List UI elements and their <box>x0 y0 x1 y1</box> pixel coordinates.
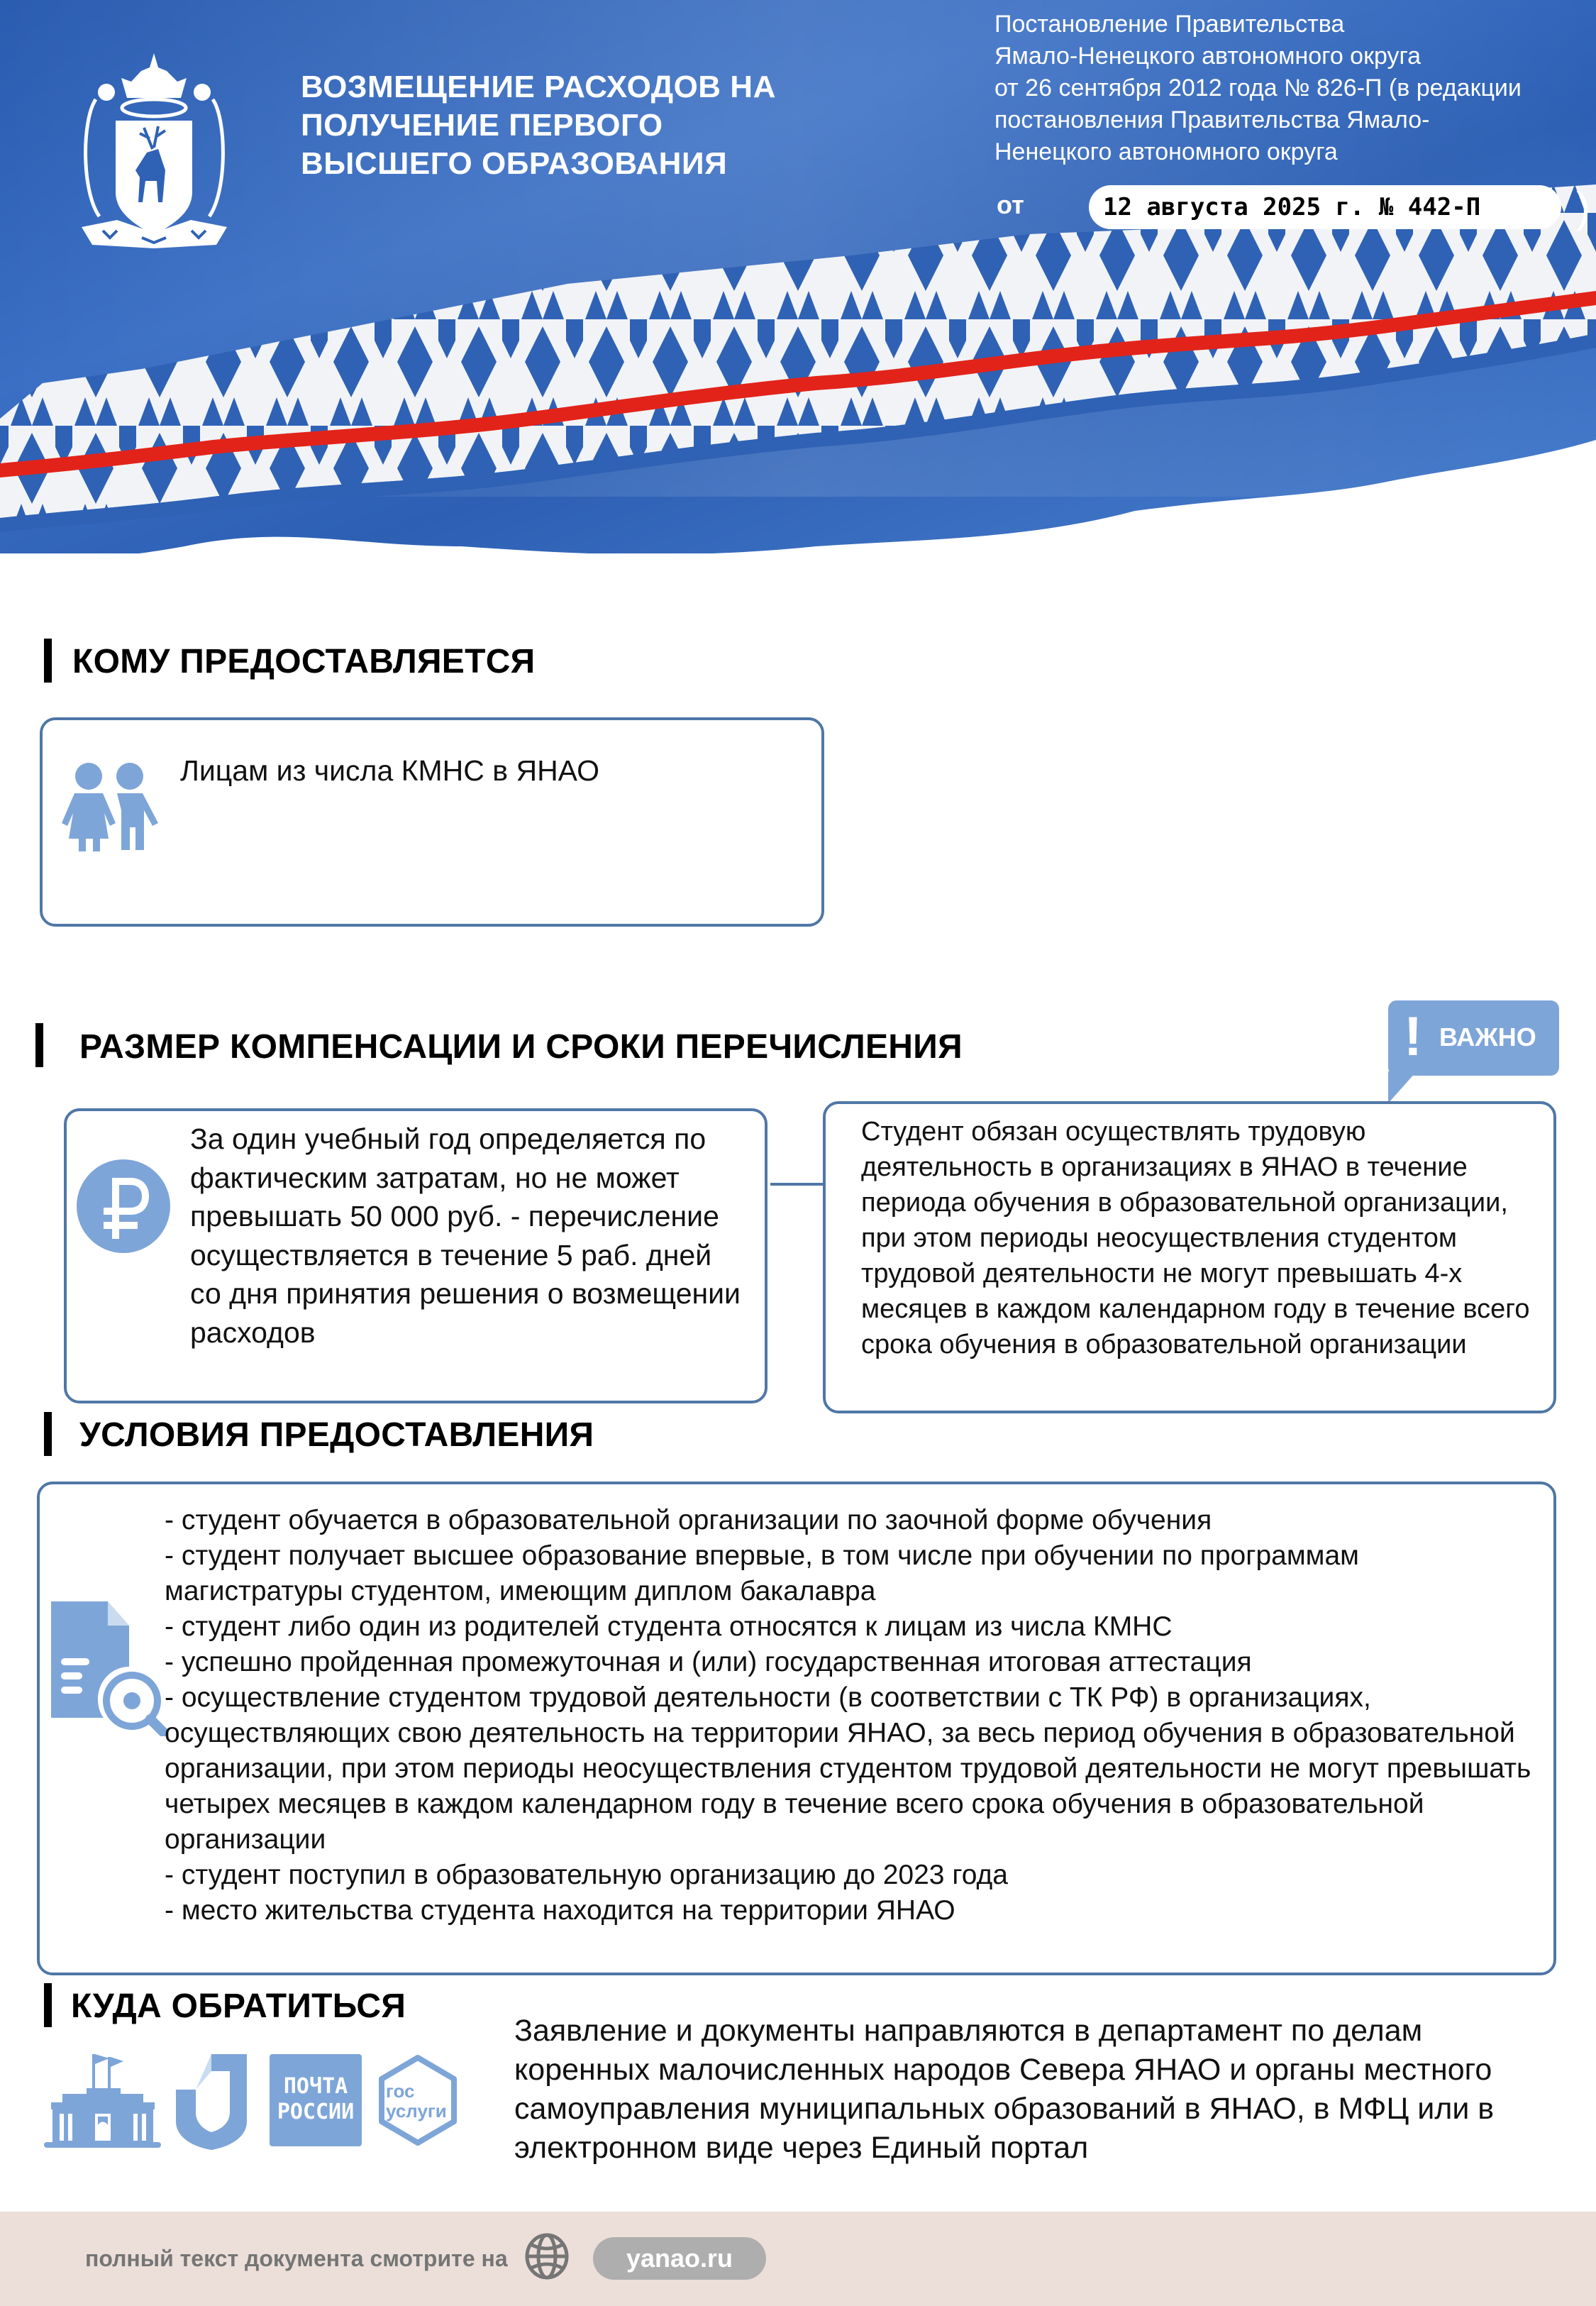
condition-item: - место жительства студента находится на территории ЯНАО <box>165 1895 955 1926</box>
closing-parenthesis: ) <box>1576 184 1590 231</box>
mfc-logo-icon <box>176 2054 247 2150</box>
footer-text: полный текст документа смотрите на <box>85 2246 508 2271</box>
condition-item: - успешно пройденная промежуточная и (или) государственная итоговая аттестация <box>165 1647 1252 1677</box>
compensation-amount-card <box>64 1108 767 1403</box>
section-marker <box>44 639 52 683</box>
condition-item: - студент поступил в образовательную организацию до 2023 года <box>165 1860 1008 1890</box>
important-card <box>823 1101 1556 1413</box>
condition-item: - студент обучается в образовательной организации по заочной форме обучения <box>165 1505 1212 1535</box>
exclamation-icon: ! <box>1404 1005 1422 1067</box>
important-bubble-tail <box>1388 1071 1417 1103</box>
page-title-line: ВЫСШЕГО ОБРАЗОВАНИЯ <box>301 146 728 181</box>
pochta-rossii-logo <box>270 2054 362 2146</box>
section-marker <box>44 1983 52 2027</box>
connector-line <box>770 1183 826 1186</box>
section-title-compensation: РАЗМЕР КОМПЕНСАЦИИ И СРОКИ ПЕРЕЧИСЛЕНИЯ <box>79 1028 963 1066</box>
condition-item: - студент либо один из родителей студента относятся к лицам из числа КМНС <box>165 1611 1173 1642</box>
gosuslugi-logo-text: гос <box>386 2080 415 2102</box>
footer <box>0 2212 1596 2306</box>
section-title-conditions: УСЛОВИЯ ПРЕДОСТАВЛЕНИЯ <box>79 1416 594 1454</box>
page-title <box>301 68 840 183</box>
gosuslugi-logo <box>376 2054 460 2146</box>
decree-line: Ямало-Ненецкого автономного округа <box>994 43 1422 70</box>
coat-of-arms-emblem <box>74 50 234 252</box>
decree-reference <box>994 9 1590 168</box>
decree-line: Ненецкого автономного округа <box>994 138 1338 165</box>
website-link[interactable]: yanao.ru <box>593 2237 766 2280</box>
compensation-amount-text: За один учебный год определяется по фактическим затратам, но не может превышать 50 000 руб. - перечисление осуществляется в течение 5 раб. дней со дня принятия решения о возмещении расходов <box>190 1122 741 1349</box>
globe-icon <box>523 2233 570 2280</box>
page-title-line: ВОЗМЕЩЕНИЕ РАСХОДОВ НА <box>301 70 776 104</box>
header-banner <box>0 0 1596 553</box>
gosuslugi-logo-text: услуги <box>386 2100 447 2122</box>
condition-item: - студент получает высшее образование впервые, в том числе при обучении по программам магистратуры студентом, имеющим диплом бакалавра <box>165 1540 1359 1606</box>
page-title-line: ПОЛУЧЕНИЕ ПЕРВОГО <box>301 108 663 143</box>
contact-logos <box>43 2054 475 2161</box>
decree-line: постановления Правительства Ямало- <box>994 106 1430 133</box>
children-icon <box>59 759 165 851</box>
amendment-date-badge: 12 августа 2025 г. № 442-П <box>1089 185 1561 229</box>
condition-item: - осуществление студентом трудовой деятельности (в соответствии с ТК РФ) в организациях, осуществляющих свою деятельность на территории ЯНАО, за весь период обучения в образовательной организации, при этом периоды неосуществления студентом трудовой деятельности не могут превышать четырех месяцев в каждом календарном году в течение всего срока обучения в образовательной организации <box>165 1682 1531 1855</box>
ruble-icon <box>74 1157 173 1256</box>
ot-label: от <box>997 190 1024 219</box>
section-title-recipients: КОМУ ПРЕДОСТАВЛЯЕТСЯ <box>72 643 536 680</box>
section-title-contacts: КУДА ОБРАТИТЬСЯ <box>71 1987 406 2025</box>
decree-line: от 26 сентября 2012 года № 826-П (в редакции <box>994 75 1522 101</box>
pochta-logo-text: РОССИИ <box>277 2100 355 2124</box>
recipients-text: Лицам из числа КМНС в ЯНАО <box>180 754 600 787</box>
conditions-list <box>165 1503 1541 1929</box>
important-text: Студент обязан осуществлять трудовую деятельность в организациях в ЯНАО в течение периода обучения в образовательной организации, при этом периоды неосуществления студентом трудовой деятельности не могут превышать 4-х месяцев в каждом календарном году в течение всего срока обучения в образовательной организации <box>861 1117 1530 1359</box>
document-search-icon <box>47 1601 167 1736</box>
contact-text: Заявление и документы направляются в департамент по делам коренных малочисленных народов Севера ЯНАО и органы местного самоуправления муниципальных образований в ЯНАО, в МФЦ или в электронном виде через Единый портал <box>514 2014 1495 2165</box>
decree-line: Постановление Правительства <box>994 11 1345 38</box>
section-marker <box>44 1412 52 1456</box>
recipients-card <box>40 717 824 927</box>
government-building-icon <box>44 2054 161 2150</box>
section-marker <box>35 1023 43 1067</box>
important-callout <box>1388 1000 1559 1076</box>
pochta-logo-text: ПОЧТА <box>283 2074 348 2099</box>
important-label: ВАЖНО <box>1439 1022 1536 1052</box>
